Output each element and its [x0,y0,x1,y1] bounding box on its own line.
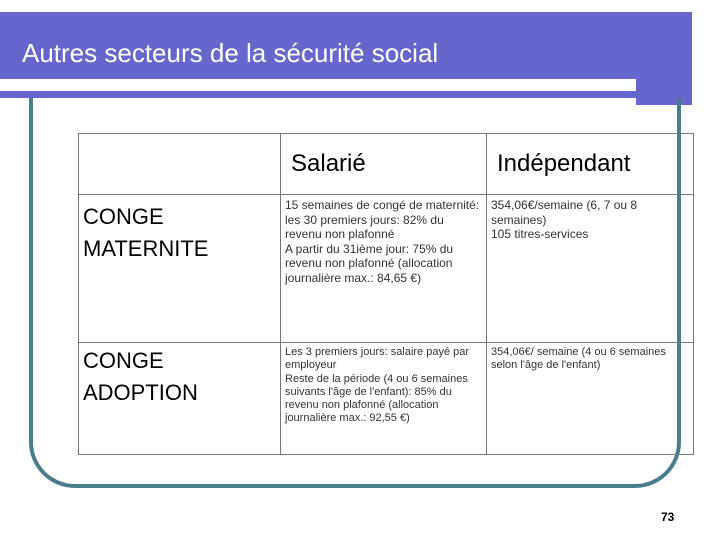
slide-title: Autres secteurs de la sécurité social [22,38,439,68]
cell-line: 354,06€/ semaine (4 ou 6 semaines selon l'âge de l'enfant) [491,346,666,372]
table-row-maternite [79,195,694,343]
cell-line: les 30 premiers jours: 82% du revenu non plafonné [285,212,444,241]
row-label-maternite: CONGE MATERNITE [79,195,281,343]
title-underline [0,91,636,98]
cell-maternite-salarie [281,195,487,343]
cell-line: 354,06€/semaine (6, 7 ou 8 semaines) [491,198,638,227]
header-independant: Indépendant [487,134,694,195]
cell-line: A partir du 31ième jour: 75% du revenu non plafonné (allocation journalière max.: 84,65 €) [285,241,454,285]
cell-adoption-independant [487,343,694,455]
page-number: 73 [661,510,675,524]
header-cell-empty [79,134,281,195]
cell-line: 105 titres-services [491,227,589,241]
cell-adoption-salarie [281,343,487,455]
table-row-adoption [79,343,694,455]
cell-maternite-independant [487,195,694,343]
row-label-adoption: CONGE ADOPTION [79,343,281,455]
table-header-row [79,134,694,195]
comparison-table [78,133,694,455]
cell-line: Les 3 premiers jours: salaire payé par employeur [285,346,470,372]
cell-line: Reste de la période (4 ou 6 semaines suivants l'âge de l'enfant): 85% du revenu non plafonné (allocation journalière max.: 92,55 €) [285,372,468,425]
cell-line: 15 semaines de congé de maternité: [285,198,480,212]
header-salarie: Salarié [281,134,487,195]
